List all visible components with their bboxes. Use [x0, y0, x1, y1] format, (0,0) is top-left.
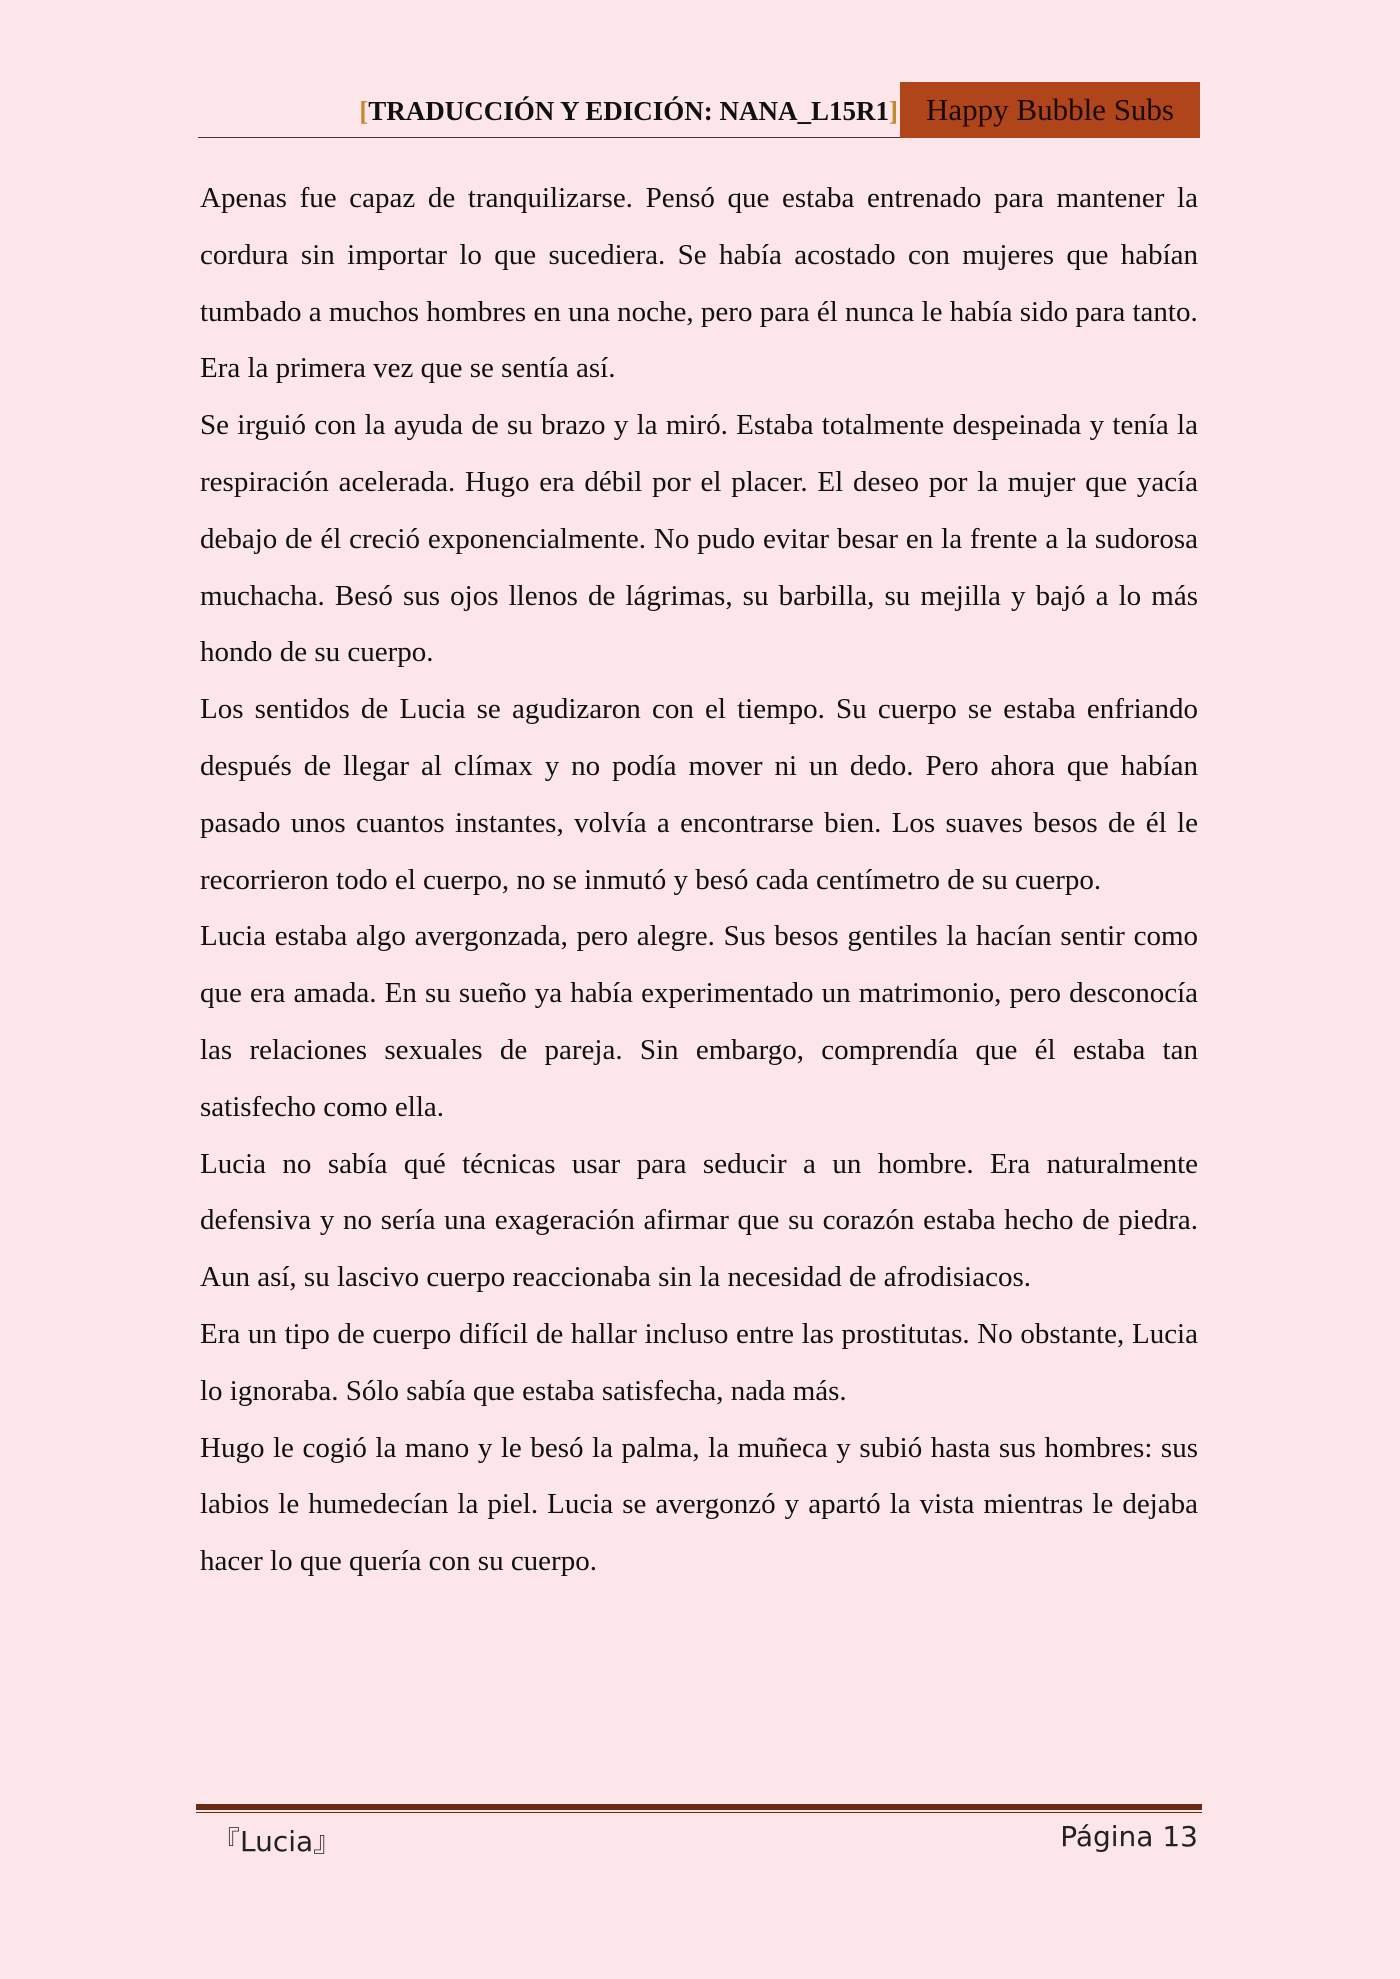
footer-book-title: 『Lucia』: [212, 1825, 342, 1858]
paragraph: Hugo le cogió la mano y le besó la palma, la muñeca y subió hasta sus hombres: sus labios le humedecían la piel. Lucia se avergonzó y apartó la vista mientras le dejaba hacer lo que quería con su cuerpo.: [200, 1431, 1198, 1578]
paragraph: Era un tipo de cuerpo difícil de hallar incluso entre las prostitutas. No obstante, Lucia lo ignoraba. Sólo sabía que estaba satisfecha, nada más.: [200, 1317, 1198, 1407]
page-header: [198, 82, 1200, 138]
footer-divider-thick: [196, 1804, 1202, 1810]
translation-credit-text: TRADUCCIÓN Y EDICIÓN: NANA_L15R1: [368, 96, 889, 126]
page-body: [200, 170, 1198, 1590]
paragraph: Apenas fue capaz de tranquilizarse. Pensó que estaba entrenado para mantener la cordura sin importar lo que sucediera. Se había acostado con mujeres que habían tumbado a muchos hombres en una noche, pero para él nunca le había sido para tanto.: [200, 182, 1198, 328]
footer-divider-thin: [196, 1812, 1202, 1813]
header-divider: [198, 137, 900, 138]
paragraph: Era la primera vez que se sentía así.: [200, 352, 616, 385]
bracket-close: ]: [889, 96, 898, 126]
paragraph: Los sentidos de Lucia se agudizaron con el tiempo. Su cuerpo se estaba enfriando después de llegar al clímax y no podía mover ni un dedo. Pero ahora que habían pasado unos cuantos instantes, volvía a encontrarse bien. Los suaves besos de él le recorrieron todo el cuerpo, no se inmutó y besó cada centímetro de su cuerpo.: [200, 693, 1198, 896]
translation-credit: [359, 96, 898, 127]
paragraph: Lucia no sabía qué técnicas usar para seducir a un hombre. Era naturalmente defensiva y no sería una exageración afirmar que su corazón estaba hecho de piedra. Aun así, su lascivo cuerpo reaccionaba sin la necesidad de afrodisiacos.: [200, 1147, 1198, 1294]
paragraph: Se irguió con la ayuda de su brazo y la miró. Estaba totalmente despeinada y tenía la respiración acelerada. Hugo era débil por el placer. El deseo por la mujer que yacía debajo de él creció exponencialmente. No pudo evitar besar en la frente a la sudorosa muchacha. Besó sus ojos llenos de lágrimas, su barbilla, su mejilla y bajó a lo más hondo de su cuerpo.: [200, 409, 1198, 669]
bracket-open: [: [359, 96, 369, 126]
group-badge: Happy Bubble Subs: [900, 82, 1200, 138]
paragraph: Lucia estaba algo avergonzada, pero alegre. Sus besos gentiles la hacían sentir como que era amada. En su sueño ya había experimentado un matrimonio, pero desconocía las relaciones sexuales de pareja. Sin embargo, comprendía que él estaba tan satisfecho como ella.: [200, 920, 1198, 1123]
footer-page-number: Página 13: [1060, 1820, 1198, 1853]
